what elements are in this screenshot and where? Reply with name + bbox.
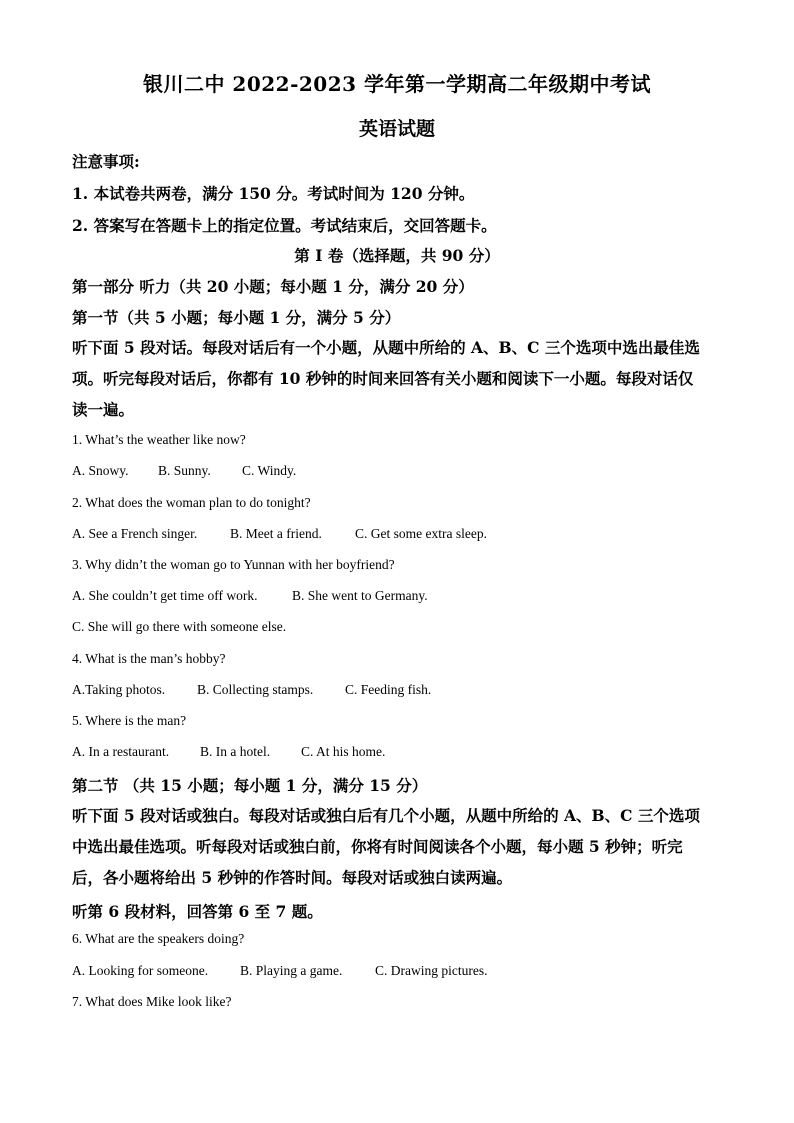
option-b: B. Meet a friend. <box>230 526 322 541</box>
material-heading: 听第 6 段材料，回答第 6 至 7 题。 <box>72 902 323 921</box>
note-item-1: 1. 本试卷共两卷，满分 150 分。考试时间为 120 分钟。 <box>72 184 475 203</box>
question-6-options <box>72 963 732 979</box>
option-c: C. Feeding fish. <box>345 682 432 697</box>
question-3: 3. Why didn’t the woman go to Yunnan with her boyfriend? <box>72 557 395 572</box>
question-5-options <box>72 744 732 760</box>
question-7: 7. What does Mike look like? <box>72 994 232 1009</box>
instruction-line: 后，各小题将给出 5 秒钟的作答时间。每段对话或独白读两遍。 <box>72 868 513 887</box>
option-c: C. Drawing pictures. <box>375 963 488 978</box>
volume-heading: 第 I 卷（选择题，共 90 分） <box>294 246 500 265</box>
question-5: 5. Where is the man? <box>72 713 187 728</box>
question-3-options <box>72 588 732 604</box>
instruction-line: 读一遍。 <box>72 400 135 419</box>
option-a: A. See a French singer. <box>72 526 198 541</box>
option-a: A. Looking for someone. <box>72 963 209 978</box>
section2-instructions <box>72 800 722 893</box>
exam-subtitle: 英语试题 <box>358 118 435 140</box>
question-3-option-c: C. She will go there with someone else. <box>72 619 287 634</box>
option-b: B. Playing a game. <box>240 963 343 978</box>
option-c: C. Get some extra sleep. <box>355 526 487 541</box>
section1-instructions <box>72 332 722 425</box>
option-a: A.Taking photos. <box>72 682 166 697</box>
note-item-2: 2. 答案写在答题卡上的指定位置。考试结束后，交回答题卡。 <box>72 216 497 235</box>
option-a: A. She couldn’t get time off work. <box>72 588 258 603</box>
question-4-options <box>72 682 732 698</box>
option-b: B. In a hotel. <box>200 744 271 759</box>
option-b: B. Sunny. <box>158 463 211 478</box>
option-a: A. Snowy. <box>72 463 129 478</box>
question-1: 1. What’s the weather like now? <box>72 432 246 447</box>
option-c: C. At his home. <box>301 744 386 759</box>
option-b: B. Collecting stamps. <box>197 682 314 697</box>
option-a: A. In a restaurant. <box>72 744 170 759</box>
exam-title: 银川二中 2022-2023 学年第一学期高二年级期中考试 <box>142 72 652 96</box>
question-2-options <box>72 526 732 542</box>
question-6: 6. What are the speakers doing? <box>72 931 245 946</box>
instruction-line: 项。听完每段对话后，你都有 10 秒钟的时间来回答有关小题和阅读下一小题。每段对话仅 <box>72 369 694 388</box>
instruction-line: 听下面 5 段对话。每段对话后有一个小题，从题中所给的 A、B、C 三个选项中选出最佳选 <box>72 338 700 357</box>
question-4: 4. What is the man’s hobby? <box>72 651 226 666</box>
part1-heading: 第一部分 听力（共 20 小题；每小题 1 分，满分 20 分） <box>72 277 474 296</box>
instruction-line: 中选出最佳选项。听每段对话或独白前，你将有时间阅读各个小题，每小题 5 秒钟；听完 <box>72 837 683 856</box>
question-1-options <box>72 463 732 479</box>
option-c: C. Windy. <box>242 463 297 478</box>
instruction-line: 听下面 5 段对话或独白。每段对话或独白后有几个小题，从题中所给的 A、B、C 三个选项 <box>72 806 700 825</box>
notes-heading: 注意事项: <box>72 152 140 171</box>
section2-heading: 第二节 （共 15 小题；每小题 1 分，满分 15 分） <box>72 776 428 795</box>
option-b: B. She went to Germany. <box>292 588 428 603</box>
question-2: 2. What does the woman plan to do tonight? <box>72 495 311 510</box>
section1-heading: 第一节（共 5 小题；每小题 1 分，满分 5 分） <box>72 308 401 327</box>
